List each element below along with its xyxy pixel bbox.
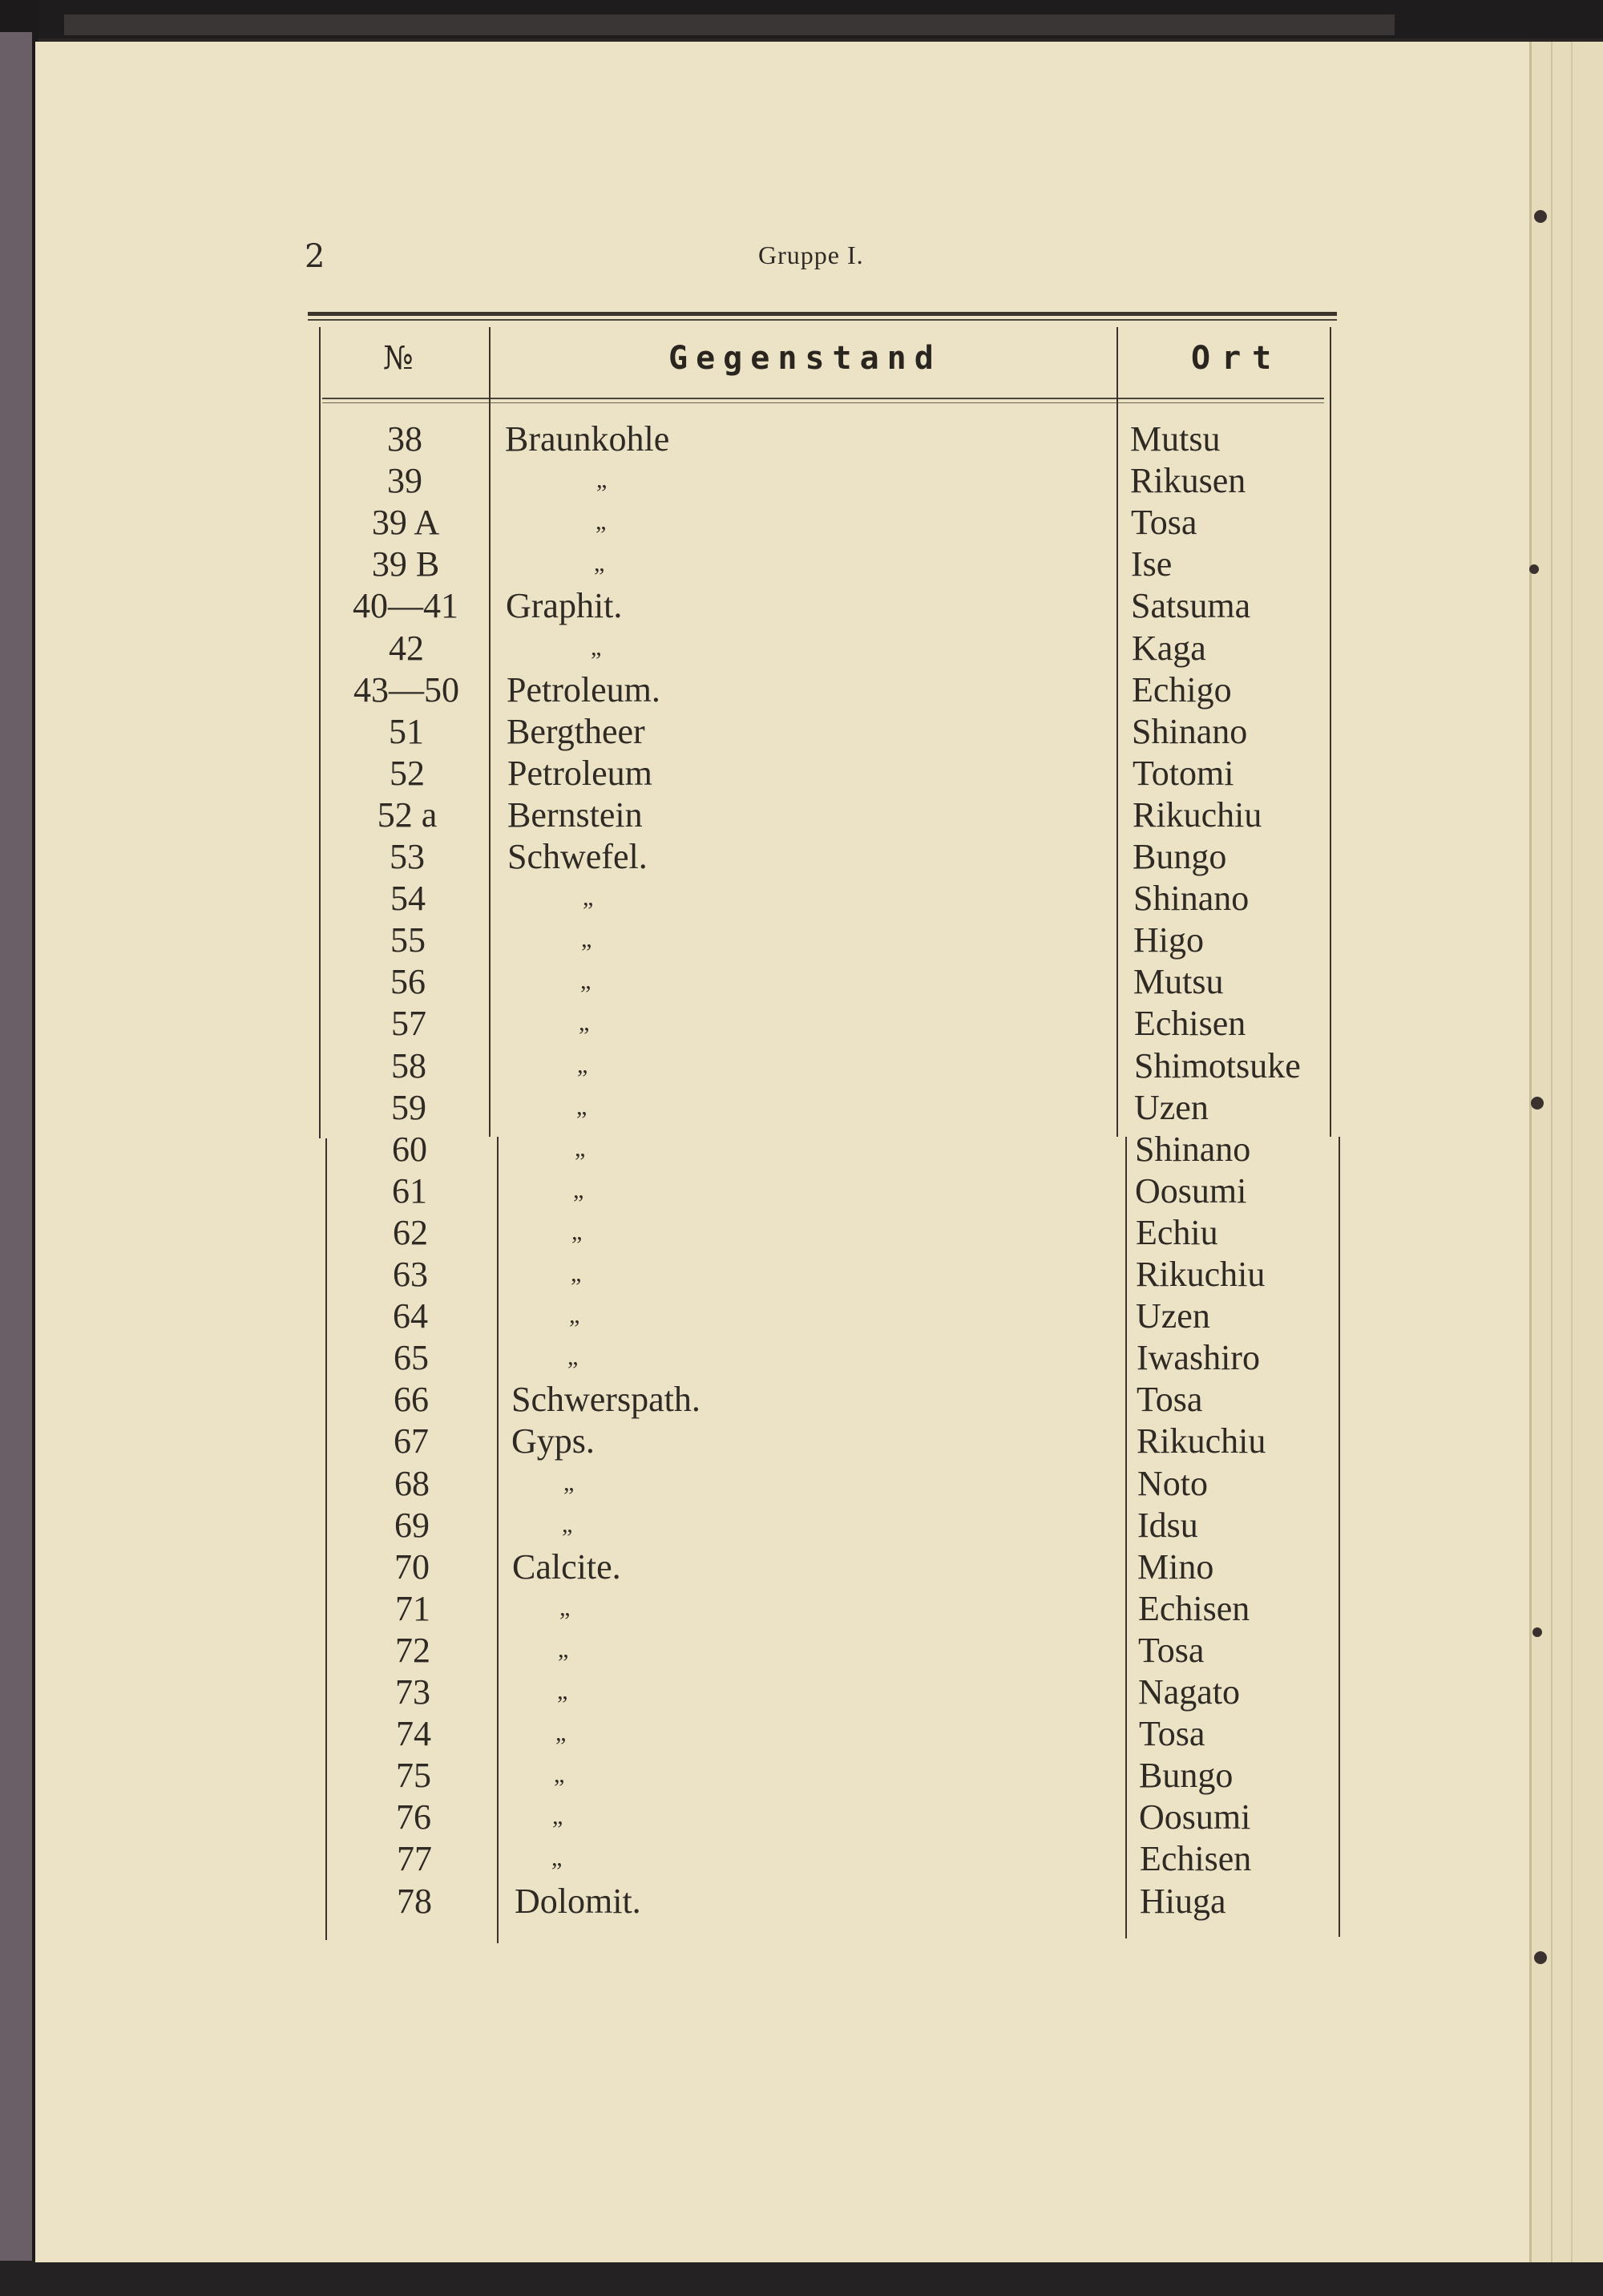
- table-row: [0, 1713, 1603, 1755]
- row-item-ditto: „: [571, 1219, 583, 1245]
- row-item: Calcite.: [512, 1547, 621, 1587]
- row-item: Petroleum.: [507, 670, 660, 709]
- row-item-ditto: „: [552, 1803, 563, 1829]
- row-ort: Shinano: [1133, 879, 1250, 918]
- table-row: [0, 1671, 1603, 1713]
- row-ort: Bungo: [1133, 837, 1227, 876]
- table-row: [0, 1421, 1603, 1462]
- row-ort: Tosa: [1137, 1380, 1203, 1419]
- row-item-ditto: „: [575, 1135, 586, 1162]
- table-row: [0, 878, 1603, 920]
- row-ort: Uzen: [1134, 1088, 1209, 1127]
- table-row: [0, 460, 1603, 502]
- table-row: [0, 1379, 1603, 1421]
- row-item-ditto: „: [559, 1595, 571, 1621]
- table-row: [0, 711, 1603, 753]
- table-row: [0, 1838, 1603, 1880]
- table-row: [0, 1087, 1603, 1129]
- table-row: [0, 502, 1603, 544]
- row-number: 55: [390, 920, 426, 960]
- row-number: 43—50: [353, 670, 459, 709]
- row-number: 58: [391, 1046, 426, 1085]
- table-row: [0, 1463, 1603, 1505]
- row-number: 69: [394, 1506, 430, 1545]
- row-ort: Idsu: [1137, 1506, 1198, 1545]
- row-number: 64: [393, 1296, 428, 1336]
- column-header-number: №: [383, 340, 414, 377]
- row-item-ditto: „: [554, 1761, 565, 1788]
- row-ort: Echisen: [1134, 1004, 1246, 1043]
- row-ort: Mino: [1137, 1547, 1214, 1587]
- row-number: 38: [387, 419, 422, 459]
- table-row: [0, 1003, 1603, 1045]
- row-ort: Mutsu: [1133, 962, 1224, 1001]
- row-number: 57: [391, 1004, 426, 1043]
- table-row: [0, 1546, 1603, 1588]
- row-item: Dolomit.: [515, 1882, 641, 1921]
- row-number: 76: [396, 1797, 431, 1837]
- row-number: 65: [394, 1338, 429, 1377]
- row-item-ditto: „: [577, 1052, 588, 1078]
- row-item-ditto: „: [596, 467, 608, 493]
- table-row: [0, 1129, 1603, 1170]
- row-number: 77: [397, 1839, 432, 1878]
- row-item-ditto: „: [573, 1177, 584, 1203]
- row-ort: Totomi: [1133, 754, 1234, 793]
- row-ort: Echisen: [1140, 1839, 1252, 1878]
- row-ort: Noto: [1137, 1464, 1208, 1503]
- row-ort: Oosumi: [1135, 1171, 1247, 1211]
- row-item: Schwerspath.: [511, 1380, 701, 1419]
- row-number: 67: [394, 1421, 429, 1461]
- table-row: [0, 1505, 1603, 1546]
- row-item-ditto: „: [579, 1009, 590, 1036]
- table-row: [0, 920, 1603, 961]
- row-number: 78: [397, 1882, 432, 1921]
- table-row: [0, 1755, 1603, 1797]
- row-ort: Echiu: [1136, 1213, 1218, 1252]
- table-row: [0, 1296, 1603, 1337]
- row-ort: Rikuchiu: [1136, 1255, 1266, 1294]
- table-row: [0, 1588, 1603, 1630]
- row-ort: Satsuma: [1131, 586, 1251, 625]
- table-row: [0, 1797, 1603, 1838]
- row-number: 61: [392, 1171, 427, 1211]
- row-ort: Tosa: [1139, 1714, 1205, 1753]
- row-item: Bergtheer: [507, 712, 645, 751]
- row-number: 39 A: [371, 503, 440, 542]
- column-header-ort: Ort: [1191, 340, 1283, 377]
- row-item-ditto: „: [596, 508, 607, 535]
- row-ort: Higo: [1133, 920, 1204, 960]
- table-row: [0, 1881, 1603, 1922]
- row-number: 56: [390, 962, 426, 1001]
- row-item-ditto: „: [567, 1344, 579, 1370]
- row-number: 66: [394, 1380, 429, 1419]
- row-item-ditto: „: [558, 1636, 569, 1663]
- row-number: 63: [393, 1255, 428, 1294]
- row-ort: Ise: [1131, 544, 1173, 584]
- column-header-gegenstand: Gegenstand: [668, 340, 942, 377]
- row-ort: Echigo: [1132, 670, 1232, 709]
- row-ort: Hiuga: [1140, 1882, 1226, 1921]
- table-row: [0, 669, 1603, 711]
- table-row: [0, 1212, 1603, 1254]
- header-rule-thin: [322, 402, 1324, 403]
- row-item: Petroleum: [507, 754, 652, 793]
- row-number: 59: [391, 1088, 426, 1127]
- row-number: 53: [390, 837, 425, 876]
- row-ort: Tosa: [1131, 503, 1197, 542]
- row-number: 39: [387, 461, 422, 500]
- row-item: Braunkohle: [505, 419, 670, 459]
- row-ort: Uzen: [1136, 1296, 1210, 1336]
- row-item-ditto: „: [583, 884, 594, 911]
- binding-pin: [1534, 210, 1547, 223]
- row-item-ditto: „: [576, 1093, 587, 1120]
- row-item-ditto: „: [555, 1720, 567, 1746]
- row-number: 52: [390, 754, 425, 793]
- table-row: [0, 1254, 1603, 1296]
- row-number: 71: [395, 1589, 430, 1628]
- row-number: 74: [396, 1714, 431, 1753]
- table-row: [0, 585, 1603, 627]
- header-rule: [322, 398, 1324, 399]
- row-ort: Rikusen: [1130, 461, 1246, 500]
- row-item-ditto: „: [594, 550, 605, 576]
- row-number: 75: [396, 1756, 431, 1795]
- table-row: [0, 1337, 1603, 1379]
- table-top-rule: [308, 312, 1337, 316]
- book-cover-bottom: [0, 2261, 1603, 2296]
- row-ort: Shinano: [1135, 1130, 1251, 1169]
- row-number: 73: [395, 1672, 430, 1712]
- row-item-ditto: „: [562, 1511, 573, 1538]
- row-number: 54: [390, 879, 426, 918]
- row-ort: Shimotsuke: [1134, 1046, 1301, 1085]
- row-ort: Shinano: [1132, 712, 1248, 751]
- table-row: [0, 836, 1603, 878]
- row-ort: Iwashiro: [1137, 1338, 1260, 1377]
- table-row: [0, 418, 1603, 460]
- row-number: 60: [392, 1130, 427, 1169]
- row-item: Graphit.: [506, 586, 623, 625]
- running-head: Gruppe I.: [758, 241, 864, 269]
- table-row: [0, 753, 1603, 794]
- table-top-rule-thin: [308, 319, 1337, 321]
- row-number: 52 a: [377, 795, 438, 835]
- row-ort: Rikuchiu: [1133, 795, 1262, 835]
- table-row: [0, 794, 1603, 836]
- table-row: [0, 628, 1603, 669]
- row-item-ditto: „: [591, 634, 602, 661]
- row-number: 72: [395, 1631, 430, 1670]
- row-number: 62: [393, 1213, 428, 1252]
- table-row: [0, 1630, 1603, 1671]
- row-item-ditto: „: [571, 1260, 582, 1287]
- row-ort: Nagato: [1138, 1672, 1241, 1712]
- binding-pin: [1534, 1951, 1547, 1964]
- table-row: [0, 544, 1603, 585]
- row-item: Bernstein: [507, 795, 643, 835]
- row-item: Gyps.: [511, 1421, 595, 1461]
- row-item-ditto: „: [551, 1845, 563, 1871]
- row-number: 42: [389, 629, 424, 668]
- row-number: 39 B: [371, 544, 440, 584]
- row-item: Schwefel.: [507, 837, 648, 876]
- table-row: [0, 961, 1603, 1003]
- row-item-ditto: „: [557, 1678, 568, 1704]
- page-number: 2: [305, 238, 325, 275]
- table-row: [0, 1170, 1603, 1212]
- row-ort: Kaga: [1132, 629, 1206, 668]
- book-cover-texture: [64, 14, 1395, 35]
- row-number: 70: [394, 1547, 430, 1587]
- row-number: 68: [394, 1464, 430, 1503]
- table-row: [0, 1045, 1603, 1087]
- row-ort: Oosumi: [1139, 1797, 1251, 1837]
- row-ort: Bungo: [1139, 1756, 1234, 1795]
- row-ort: Mutsu: [1130, 419, 1221, 459]
- row-item-ditto: „: [563, 1469, 575, 1496]
- row-item-ditto: „: [580, 968, 592, 994]
- row-ort: Rikuchiu: [1137, 1421, 1266, 1461]
- row-item-ditto: „: [569, 1302, 580, 1328]
- row-ort: Tosa: [1138, 1631, 1205, 1670]
- row-number: 51: [389, 712, 424, 751]
- row-ort: Echisen: [1138, 1589, 1250, 1628]
- row-number: 40—41: [353, 586, 458, 625]
- row-item-ditto: „: [581, 926, 592, 952]
